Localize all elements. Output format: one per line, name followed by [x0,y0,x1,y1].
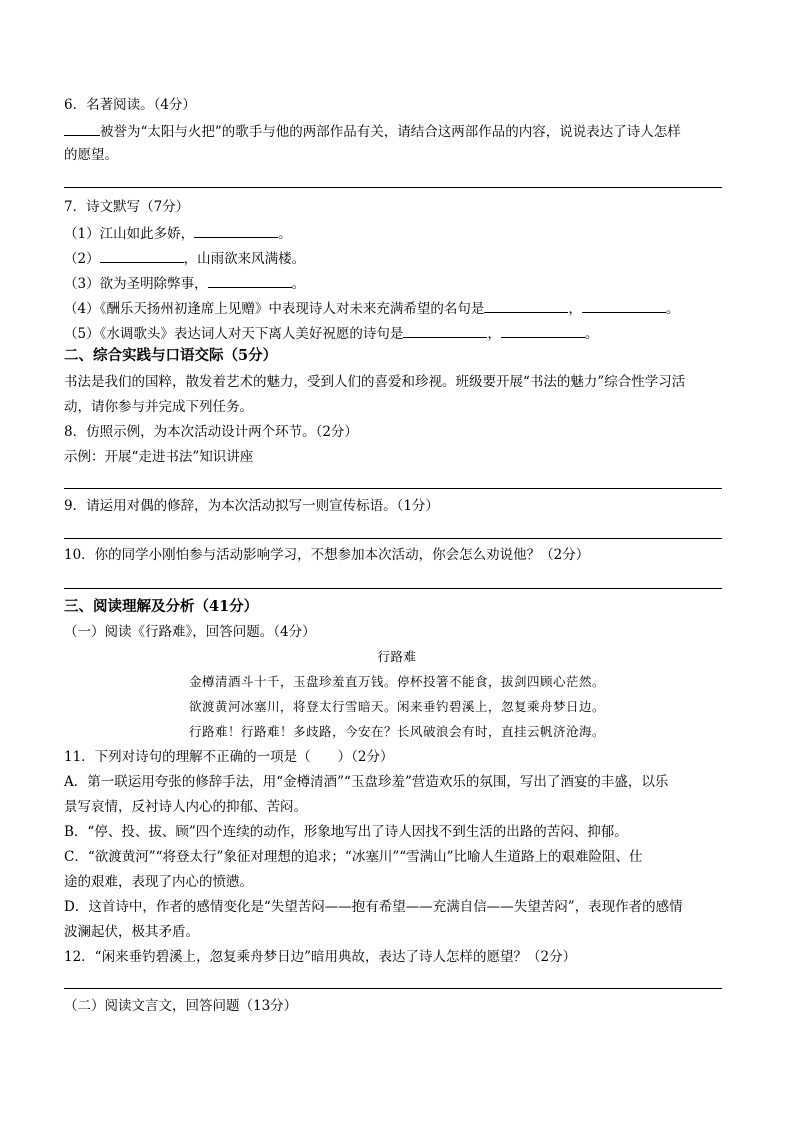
q6-prompt-line1 [64,121,681,141]
q9-answer-line[interactable] [64,538,722,539]
q11-option-a-line2: 景写哀情，反衬诗人内心的抑郁、苦闷。 [64,799,307,815]
q11-title: 11．下列对诗句的理解不正确的一项是（ ）（2分） [64,749,394,765]
q10-answer-line[interactable] [64,588,722,589]
q7-blank-5b[interactable] [501,323,585,338]
part2-title: （二）阅读文言文，回答问题（13分） [64,998,298,1014]
q11-option-d-line1: D．这首诗中，作者的感情变化是“失望苦闷——抱有希望——充满自信——失望苦闷”，表现作者的感情 [64,899,683,915]
q7-blank-1[interactable] [194,223,278,238]
q9-title: 9．请运用对偶的修辞，为本次活动拟写一则宣传标语。（1分） [64,498,439,514]
poem-title: 行路难 [377,649,417,664]
q7-blank-2[interactable] [100,248,184,263]
section3-heading: 三、阅读理解及分析（41分） [64,598,259,615]
q12-title: 12．“闲来垂钓碧溪上，忽复乘舟梦日边”暗用典故，表达了诗人怎样的愿望？（2分） [64,949,577,965]
q8-answer-line[interactable] [64,488,722,489]
poem-line-2: 欲渡黄河冰塞川，将登太行雪暗天。闲来垂钓碧溪上，忽复乘舟梦日边。 [188,699,605,714]
q7-blank-3[interactable] [208,273,292,288]
q6-answer-line[interactable] [64,187,722,188]
q6-prompt-line2: 的愿望。 [64,147,118,163]
section2-intro-line2: 动，请你参与并完成下列任务。 [64,399,253,415]
q11-option-a-line1: A．第一联运用夸张的修辞手法，用“金樽清酒”“玉盘珍羞”营造欢乐的氛围，写出了酒宴的丰盛，以乐 [64,774,669,790]
poem-line-1: 金樽清酒斗十千，玉盘珍羞直万钱。停杯投箸不能食，拔剑四顾心茫然。 [188,674,605,689]
section2-heading: 二、综合实践与口语交际（5分） [64,347,278,364]
q7-item-4: （4）《酬乐天扬州初逢席上见赠》中表现诗人对未来充满希望的名句是 ， 。 [64,298,679,318]
q12-answer-line[interactable] [64,988,722,989]
q7-title: 7．诗文默写（7分） [64,199,190,215]
q8-title: 8．仿照示例，为本次活动设计两个环节。（2分） [64,424,358,440]
q11-option-c-line2: 途的艰难，表现了内心的愤懑。 [64,874,253,890]
q7-blank-4b[interactable] [582,298,666,313]
part1-title: （一）阅读《行路难》，回答问题。（4分） [64,624,316,640]
q7-blank-4a[interactable] [484,298,568,313]
q11-option-c-line1: C．“欲渡黄河”“将登太行”象征对理想的追求；“冰塞川”“雪满山”比喻人生道路上的艰难险阻、仕 [64,849,643,865]
q6-prompt-text: 被誉为“太阳与火把”的歌手与他的两部作品有关，请结合这两部作品的内容，说说表达了诗人怎样 [100,124,681,140]
q7-blank-5a[interactable] [403,323,487,338]
q7-item-3: （3）欲为圣明除弊事， 。 [64,273,305,293]
poem-line-3: 行路难！行路难！多歧路，今安在？长风破浪会有时，直挂云帆济沧海。 [188,724,605,739]
section2-intro-line1: 书法是我们的国粹，散发着艺术的魅力，受到人们的喜爱和珍视。班级要开展“书法的魅力”综合性学习活 [64,374,686,390]
q10-title: 10．你的同学小刚怕参与活动影响学习，不想参加本次活动，你会怎么劝说他？（2分） [64,547,590,563]
q7-item-2: （2） ，山雨欲来风满楼。 [64,248,305,268]
q8-example: 示例：开展“走进书法”知识讲座 [64,449,254,465]
q11-option-b: B．“停、投、拔、顾”四个连续的动作，形象地写出了诗人因找不到生活的出路的苦闷、抑郁。 [64,824,628,840]
q7-item-5: （5）《水调歌头》表达词人对天下离人美好祝愿的诗句是 ， 。 [64,323,598,343]
q6-answer-blank[interactable] [64,121,100,136]
q7-item-1: （1）江山如此多娇， 。 [64,223,292,243]
q6-title: 6．名著阅读。（4分） [64,97,196,113]
q11-option-d-line2: 波澜起伏，极其矛盾。 [64,924,199,940]
